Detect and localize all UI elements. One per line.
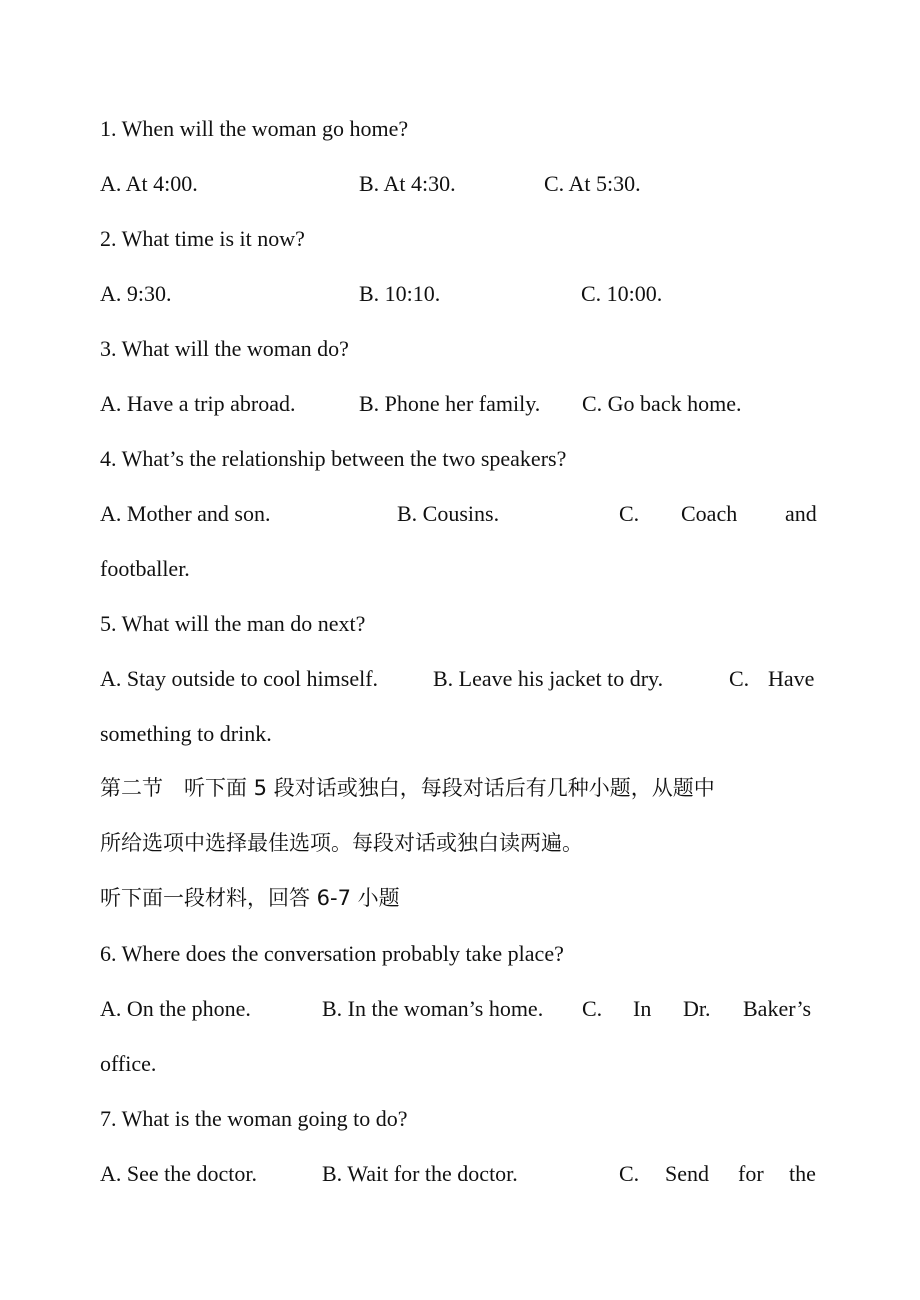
section-heading-line-2: 所给选项中选择最佳选项。每段对话或独白读两遍。 <box>100 831 583 855</box>
question-6-option-c-letter: C. <box>582 996 603 1021</box>
question-2-option-b: B. 10:10. <box>359 281 441 306</box>
question-2-stem: 2. What time is it now? <box>100 226 305 251</box>
question-4-stem: 4. What’s the relationship between the two speakers? <box>100 446 567 471</box>
question-1-option-c: C. At 5:30. <box>544 171 641 196</box>
question-5-stem: 5. What will the man do next? <box>100 611 366 636</box>
question-6-option-a: A. On the phone. <box>100 996 251 1021</box>
question-3-option-a: A. Have a trip abroad. <box>100 391 296 416</box>
question-2-option-c: C. 10:00. <box>581 281 663 306</box>
question-1-stem: 1. When will the woman go home? <box>100 116 409 141</box>
question-2-option-a: A. 9:30. <box>100 281 172 306</box>
question-7-option-c-word: for <box>738 1161 764 1186</box>
question-4-option-c-letter: C. <box>619 501 640 526</box>
question-7-option-c-word: the <box>789 1161 816 1186</box>
question-4-option-b: B. Cousins. <box>397 501 500 526</box>
question-7-option-c-letter: C. <box>619 1161 640 1186</box>
question-7-stem: 7. What is the woman going to do? <box>100 1106 408 1131</box>
question-4-option-c-continued: footballer. <box>100 556 190 581</box>
question-5-option-c-continued: something to drink. <box>100 721 272 746</box>
question-6-stem: 6. Where does the conversation probably take place? <box>100 941 564 966</box>
question-7-option-c-word: Send <box>665 1161 709 1186</box>
question-6-option-b: B. In the woman’s home. <box>322 996 544 1021</box>
question-4-option-c-word: and <box>785 501 817 526</box>
question-1-option-a: A. At 4:00. <box>100 171 198 196</box>
question-5-option-b: B. Leave his jacket to dry. <box>433 666 664 691</box>
question-6-option-c-word: Dr. <box>683 996 711 1021</box>
section-instruction: 听下面一段材料，回答 6-7 小题 <box>100 886 400 910</box>
question-6-option-c-word: Baker’s <box>743 996 812 1021</box>
question-4-option-a: A. Mother and son. <box>100 501 271 526</box>
question-4-option-c-word: Coach <box>681 501 738 526</box>
section-heading-line-1: 第二节 听下面 5 段对话或独白，每段对话后有几种小题，从题中 <box>100 776 715 800</box>
question-6-option-c-word: In <box>633 996 652 1021</box>
question-7-option-b: B. Wait for the doctor. <box>322 1161 518 1186</box>
question-6-option-c-continued: office. <box>100 1051 157 1076</box>
question-3-stem: 3. What will the woman do? <box>100 336 349 361</box>
question-3-option-c: C. Go back home. <box>582 391 742 416</box>
question-5-option-a: A. Stay outside to cool himself. <box>100 666 379 691</box>
question-1-option-b: B. At 4:30. <box>359 171 456 196</box>
question-7-option-a: A. See the doctor. <box>100 1161 258 1186</box>
question-5-option-c-word: Have <box>768 666 815 691</box>
question-3-option-b: B. Phone her family. <box>359 391 541 416</box>
question-5-option-c-letter: C. <box>729 666 750 691</box>
